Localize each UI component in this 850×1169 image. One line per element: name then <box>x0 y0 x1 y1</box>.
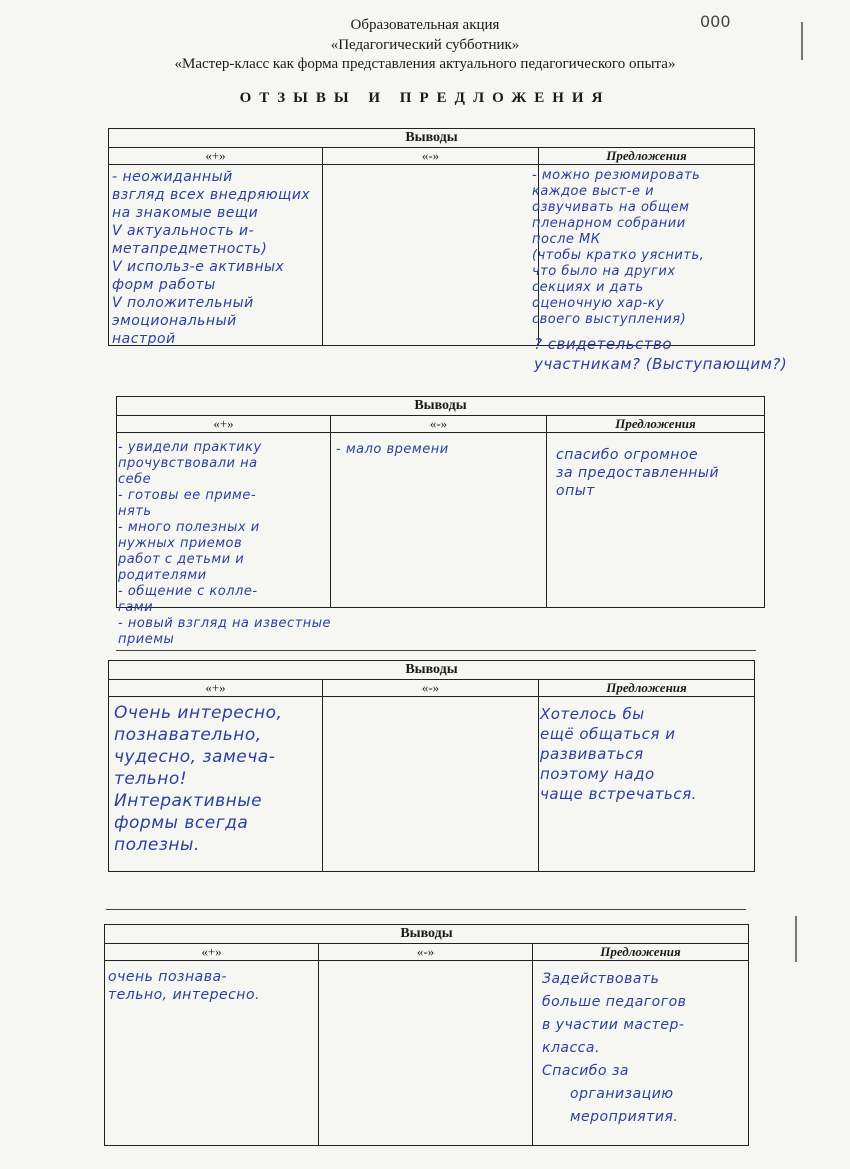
header-line-2: «Педагогический субботник» <box>330 37 520 53</box>
minus-cell <box>319 961 533 1146</box>
column-plus: «+» <box>109 680 323 697</box>
header-line-1: Образовательная акция <box>350 17 500 33</box>
minus-handwriting: - мало времени <box>336 442 449 457</box>
block-heading: Выводы <box>105 925 749 944</box>
plus-handwriting: - увидели практику прочувствовали на себе - готовы ее приме- нять - много полезных и нужных приемов работ с детьми и родителями - общение с колле- гами - новый взгляд на известные приемы <box>118 440 332 647</box>
block-heading: Выводы <box>109 661 755 680</box>
column-minus: «-» <box>331 416 547 433</box>
staple-mark-bottom <box>795 916 797 962</box>
plus-handwriting: очень познава- тельно, интересно. <box>108 969 260 1003</box>
column-suggestions: Предложения <box>533 944 749 961</box>
feedback-block-4 <box>104 924 748 1146</box>
extra-handwriting: ? свидетельство участникам? (Выступающим?) <box>534 335 788 373</box>
feedback-block-2 <box>116 396 764 647</box>
column-plus: «+» <box>105 944 319 961</box>
column-suggestions: Предложения <box>547 416 765 433</box>
minus-cell <box>331 433 547 608</box>
column-suggestions: Предложения <box>539 680 755 697</box>
column-minus: «-» <box>323 148 539 165</box>
separator-line <box>116 650 756 651</box>
minus-cell <box>323 697 539 872</box>
suggestions-handwriting: спасибо огромное за предоставленный опыт <box>556 447 720 499</box>
suggestions-handwriting: Хотелось бы ещё общаться и развиваться поэтому надо чаще встречаться. <box>540 705 697 803</box>
plus-handwriting: - неожиданный взгляд всех внедряющих на знакомые вещи V актуальность и- метапредметность) V использ-е активных форм работы V положительный эмоциональный настрой <box>112 169 311 347</box>
feedback-block-3 <box>108 660 754 872</box>
column-minus: «-» <box>319 944 533 961</box>
feedback-block-1 <box>108 128 754 346</box>
column-suggestions: Предложения <box>539 148 755 165</box>
suggestions-handwriting: - можно резюмировать каждое выст-е и озвучивать на общем пленарном собрании после МК (чтобы кратко уяснить, что было на других секциях и дать оценочную хар-ку своего выступления) <box>532 168 705 327</box>
plus-handwriting: Очень интересно, познавательно, чудесно, замеча- тельно! Интерактивные формы всегда полезны. <box>114 703 283 855</box>
block-heading: Выводы <box>117 397 765 416</box>
separator-line <box>106 909 746 910</box>
column-plus: «+» <box>109 148 323 165</box>
suggestions-handwriting: Задействовать больше педагогов в участии мастер- класса. Спасибо за организацию мероприятия. <box>542 971 687 1125</box>
staple-mark-top <box>801 22 803 60</box>
document-title: ОТЗЫВЫ И ПРЕДЛОЖЕНИЯ <box>239 90 611 106</box>
minus-cell <box>323 165 539 346</box>
column-minus: «-» <box>323 680 539 697</box>
page-number: 000 <box>700 12 731 31</box>
header-line-3: «Мастер-класс как форма представления актуального педагогического опыта» <box>174 56 676 72</box>
block-heading: Выводы <box>109 129 755 148</box>
column-plus: «+» <box>117 416 331 433</box>
